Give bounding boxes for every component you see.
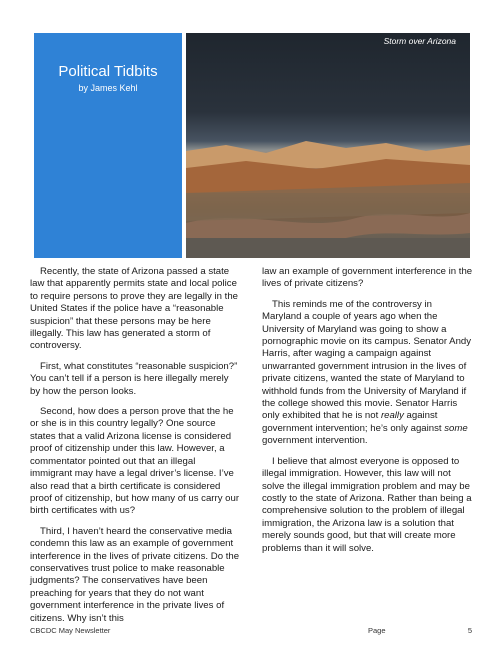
emphasis-text: some: [444, 422, 468, 434]
paragraph: Second, how does a person prove that the he or she is in this country legally? One source states that a valid Arizona license is considered proof of citizenship under this law. However, a commentator pointed out that an illegal immigrant may have a legal driver’s license. I’ve also read that a birth certificate is considered proof of citizenship, but how many of us carry our birth certificates with us?: [30, 406, 240, 517]
article-title: Political Tidbits: [58, 63, 158, 80]
page-number: 5: [467, 626, 472, 635]
paragraph: [262, 299, 474, 448]
text-run: This reminds me of the controversy in Maryland a couple of years ago when the University of Maryland was going to show a pornographic movie on its campus. Senator Andy Harris, after waging a campaign against unwarranted government intrusion in the lives of private citizens, wanted the state of Maryland to withhold funds from the University of Maryland if the college showed this movie. Senator Harris only exhibited that he is not: [262, 298, 472, 422]
paragraph-continuation: law an example of government interference in the lives of private citizens?: [262, 266, 473, 290]
photo-caption: Storm over Arizona: [383, 36, 456, 46]
article-column-right: [262, 266, 474, 563]
storm-photo: [186, 33, 470, 258]
text-run: government intervention.: [262, 435, 368, 447]
landscape-illustration: [186, 33, 470, 258]
paragraph: Third, I haven’t heard the conservative media condemn this law as an example of government interference in the lives of private citizens. Do the conservatives trust police to make reasonable judgments? The conservatives have been preaching for years that they do not want government interference in the private lives of citizens. Why isn’t this: [30, 525, 240, 624]
article-byline: by James Kehl: [78, 83, 138, 93]
article-column-left: [30, 266, 240, 633]
page-label: Page: [368, 626, 386, 635]
title-box: [34, 33, 182, 258]
paragraph: First, what constitutes “reasonable suspicion?” You can’t tell if a person is here illegally merely by how the person looks.: [30, 360, 238, 397]
emphasis-text: really: [380, 410, 404, 422]
text-run: against government intervention; he’s only against: [262, 410, 445, 434]
newsletter-name: CBCDC May Newsletter: [30, 626, 111, 635]
paragraph: Recently, the state of Arizona passed a state law that apparently permits state and local police to require persons to prove they are legally in the United States if the police have a “reasonable suspicion” that these persons may be here illegally. This law has generated a storm of controversy.: [30, 266, 238, 352]
paragraph: I believe that almost everyone is opposed to illegal immigration. However, this law will not solve the illegal immigration problem and may be costly to the state of Arizona. Rather than being a comprehensive solution to the problem of illegal immigration, the Arizona law is a solution that merely sounds good, but that will create more problems than it will solve.: [262, 455, 472, 554]
